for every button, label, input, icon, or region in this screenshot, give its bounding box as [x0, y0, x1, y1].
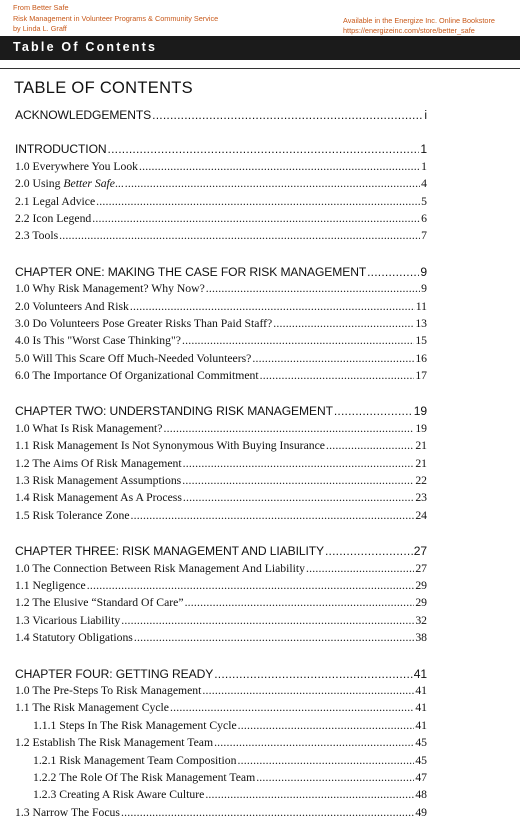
leader-dots [260, 369, 415, 382]
bookstore-line: Available in the Energize Inc. Online Bookstore [343, 16, 495, 25]
toc-entry-chapter-three[interactable] [15, 544, 427, 561]
toc-entry[interactable] [15, 562, 427, 579]
toc-entry-label: 2.0 Using Better Safe... [15, 177, 124, 191]
toc-entry-page: 9 [420, 264, 427, 279]
source-line-subtitle: Risk Management in Volunteer Programs & Community Service [13, 13, 219, 23]
toc-entry-label: 1.2 The Aims Of Risk Management [15, 456, 182, 470]
leader-dots [185, 596, 415, 609]
toc-entry-page: 49 [415, 805, 427, 819]
toc-entry[interactable] [15, 212, 427, 229]
leader-dots [182, 334, 414, 347]
toc-entry-page: 32 [415, 613, 427, 627]
toc-entry-page: 9 [421, 282, 427, 296]
toc-entry-chapter-four[interactable] [15, 667, 427, 684]
toc-entry-label: 1.5 Risk Tolerance Zone [15, 508, 130, 522]
leader-dots [205, 788, 414, 801]
toc-entry-label: 1.0 Why Risk Management? Why Now? [15, 282, 205, 296]
toc-entry-page: 7 [421, 229, 427, 243]
toc-entry[interactable] [15, 177, 427, 194]
leader-dots [237, 754, 414, 767]
toc-entry-label: 1.2.2 The Role Of The Risk Management Team [33, 770, 256, 784]
leader-dots [163, 422, 414, 435]
leader-dots [96, 195, 420, 208]
toc-entry-chapter-one[interactable] [15, 265, 427, 282]
toc-entry[interactable] [15, 719, 427, 736]
toc-entry-page: 29 [415, 596, 427, 610]
toc-entry-page: 29 [415, 578, 427, 592]
toc-entry-label: CHAPTER FOUR: GETTING READY [15, 666, 214, 681]
toc-entry-page: 23 [415, 491, 427, 505]
toc-entry-page: 41 [415, 701, 427, 715]
leader-dots [214, 736, 414, 749]
section-title-bar [0, 36, 520, 60]
leader-dots [108, 142, 420, 156]
toc-entry-label: 4.0 Is This "Worst Case Thinking"? [15, 334, 181, 348]
toc-entry-page: 16 [415, 351, 427, 365]
toc-entry[interactable] [15, 474, 427, 491]
leader-dots [214, 667, 413, 681]
leader-dots [170, 701, 414, 714]
toc-entry-page: 41 [415, 718, 427, 732]
source-credit [13, 3, 218, 35]
toc-entry-label: 1.3 Risk Management Assumptions [15, 474, 182, 488]
divider [0, 68, 520, 69]
toc-entry-page: 19 [413, 404, 427, 419]
toc-entry-label: INTRODUCTION [15, 142, 107, 157]
toc-entry-page: 17 [415, 369, 427, 383]
toc-entry-page: 11 [415, 299, 427, 313]
bookstore-notice [343, 16, 495, 35]
toc-entry-label: 1.3 Narrow The Focus [15, 805, 120, 819]
toc-entry[interactable] [15, 334, 427, 351]
toc-entry-page: 47 [415, 770, 427, 784]
leader-dots [325, 544, 413, 558]
bookstore-url[interactable]: https://energizeinc.com/store/better_safe [343, 25, 475, 35]
toc-entry-page: 27 [413, 544, 427, 559]
toc-entry[interactable] [15, 579, 427, 596]
toc-entry-page: 4 [421, 177, 427, 191]
page-title: TABLE OF CONTENTS [14, 79, 193, 97]
toc-entry-label: 1.2.1 Risk Management Team Composition [33, 753, 237, 767]
leader-dots [92, 212, 420, 225]
toc-entry[interactable] [15, 684, 427, 701]
toc-entry-page: 21 [415, 456, 427, 470]
toc-entry-page: 13 [415, 316, 427, 330]
toc-entry-page: 48 [415, 788, 427, 802]
leader-dots [131, 509, 415, 522]
leader-dots [252, 352, 414, 365]
leader-dots [87, 579, 415, 592]
leader-dots [183, 457, 415, 470]
toc-entry-label: 1.0 Everywhere You Look [15, 159, 139, 173]
toc-entry-chapter-two[interactable] [15, 404, 427, 421]
toc-entry-label: 2.3 Tools [15, 229, 59, 243]
leader-dots [125, 177, 420, 190]
toc-entry-page: 5 [421, 194, 427, 208]
toc-entry[interactable] [15, 701, 427, 718]
toc-entry-label: 1.3 Vicarious Liability [15, 613, 121, 627]
toc-entry-label: 1.1 The Risk Management Cycle [15, 701, 169, 715]
toc-entry-label: 1.2.3 Creating A Risk Aware Culture [33, 788, 205, 802]
toc-entry-page: 41 [415, 683, 427, 697]
toc-entry[interactable] [15, 439, 427, 456]
toc-entry[interactable] [15, 300, 427, 317]
toc-entry[interactable] [15, 352, 427, 369]
toc-entry-label: 1.0 The Pre-Steps To Risk Management [15, 683, 202, 697]
leader-dots [183, 491, 414, 504]
toc-entry-label: 1.2 The Elusive “Standard Of Care” [15, 596, 184, 610]
toc-entry[interactable] [15, 631, 427, 648]
toc-entry-page: 6 [421, 211, 427, 225]
toc-entry[interactable] [15, 771, 427, 788]
toc-entry-label: 1.4 Risk Management As A Process [15, 491, 182, 505]
source-line-book: From Better Safe [13, 3, 69, 12]
leader-dots [306, 562, 414, 575]
toc-entry-page: 45 [415, 736, 427, 750]
toc-entry-label: ACKNOWLEDGEMENTS [15, 108, 152, 122]
leader-dots [134, 631, 414, 644]
toc-entry-page: 41 [413, 666, 427, 681]
toc-entry-label: 1.1 Risk Management Is Not Synonymous With Buying Insurance [15, 439, 325, 453]
toc-entry[interactable] [15, 229, 427, 246]
toc-entry-page: 45 [415, 753, 427, 767]
leader-dots [152, 108, 423, 122]
toc-entry[interactable] [15, 788, 427, 805]
toc-entry-label: 2.0 Volunteers And Risk [15, 299, 129, 313]
toc-entry-page: 22 [415, 474, 427, 488]
toc-entry-label: CHAPTER TWO: UNDERSTANDING RISK MANAGEMENT [15, 404, 333, 419]
toc-entry[interactable] [15, 422, 427, 439]
toc-entry-page: 27 [415, 561, 427, 575]
leader-dots [326, 439, 414, 452]
leader-dots [202, 684, 414, 697]
toc-entry[interactable] [15, 457, 427, 474]
toc-entry[interactable] [15, 614, 427, 631]
toc-entry-label: 3.0 Do Volunteers Pose Greater Risks Than Paid Staff? [15, 316, 273, 330]
toc-entry[interactable] [15, 596, 427, 613]
toc-entry-page: 19 [415, 421, 427, 435]
toc-entry-page: 15 [415, 334, 427, 348]
leader-dots [238, 719, 415, 732]
toc-entry-page: i [424, 108, 427, 122]
toc-entry-label: 1.4 Statutory Obligations [15, 631, 133, 645]
toc-entry-label: 1.2 Establish The Risk Management Team [15, 736, 214, 750]
toc-list [15, 108, 427, 823]
toc-entry-page: 1 [420, 142, 427, 157]
leader-dots [367, 265, 419, 279]
toc-entry-page: 38 [415, 631, 427, 645]
toc-entry-label: CHAPTER ONE: MAKING THE CASE FOR RISK MANAGEMENT [15, 264, 367, 279]
toc-entry-label: 2.2 Icon Legend [15, 211, 92, 225]
leader-dots [130, 300, 415, 313]
toc-entry-label: 1.1.1 Steps In The Risk Management Cycle [33, 718, 237, 732]
toc-entry[interactable] [15, 491, 427, 508]
toc-entry-introduction[interactable] [15, 142, 427, 159]
leader-dots [139, 160, 420, 173]
leader-dots [121, 614, 414, 627]
toc-entry[interactable] [15, 317, 427, 334]
toc-entry[interactable] [15, 369, 427, 386]
toc-entry-page: 21 [415, 439, 427, 453]
toc-entry[interactable] [15, 195, 427, 212]
leader-dots [182, 474, 414, 487]
toc-entry[interactable] [15, 509, 427, 526]
leader-dots [206, 282, 420, 295]
toc-entry[interactable] [15, 282, 427, 299]
toc-entry-label: 1.1 Negligence [15, 578, 86, 592]
section-title: Table Of Contents [13, 40, 158, 54]
source-line-author: by Linda L. Graff [13, 24, 67, 33]
leader-dots [59, 229, 420, 242]
toc-entry[interactable] [15, 754, 427, 771]
toc-entry[interactable] [15, 160, 427, 177]
leader-dots [273, 317, 414, 330]
toc-entry-acknowledgements[interactable] [15, 108, 427, 125]
leader-dots [334, 404, 413, 418]
toc-entry-label: 5.0 Will This Scare Off Much-Needed Volunteers? [15, 351, 252, 365]
toc-entry-label: 1.0 What Is Risk Management? [15, 421, 163, 435]
toc-entry-label: 1.0 The Connection Between Risk Management And Liability [15, 561, 305, 575]
toc-entry-label: 6.0 The Importance Of Organizational Commitment [15, 369, 259, 383]
toc-entry-label: CHAPTER THREE: RISK MANAGEMENT AND LIABILITY [15, 544, 324, 559]
toc-entry[interactable] [15, 806, 427, 823]
leader-dots [256, 771, 414, 784]
leader-dots [121, 806, 414, 819]
toc-entry[interactable] [15, 736, 427, 753]
toc-entry-label: 2.1 Legal Advice [15, 194, 96, 208]
toc-entry-page: 1 [421, 159, 427, 173]
toc-entry-page: 24 [415, 508, 427, 522]
